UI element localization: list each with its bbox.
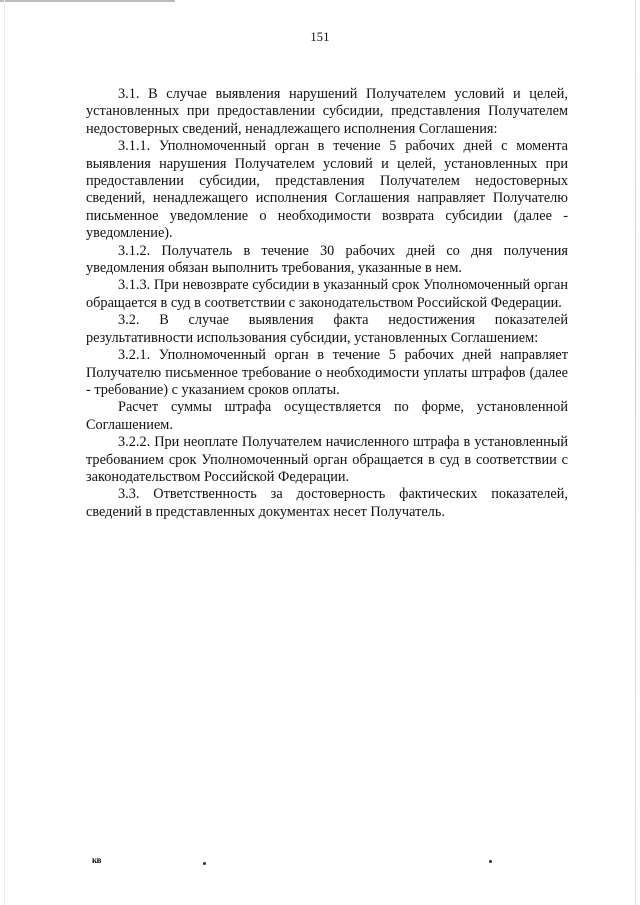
paragraph-fine-calculation: Расчет суммы штрафа осуществляется по форме, установленной Соглашением. [86, 399, 568, 433]
paragraph-3-3: 3.3. Ответственность за достоверность фактических показателей, сведений в представленных документах несет Получатель. [86, 486, 568, 520]
paragraph-3-2: 3.2. В случае выявления факта недостижения показателей результативности использования субсидии, установленных Соглашением: [86, 312, 568, 346]
paragraph-3-1-1: 3.1.1. Уполномоченный орган в течение 5 рабочих дней с момента выявления нарушения Получателем условий и целей, установленных при предоставлении субсидии, представления Получателем недостоверных сведений, ненадлежащего исполнения Соглашения направляет Получателю письменное уведомление о необходимости возврата субсидии (далее - уведомление). [86, 138, 568, 242]
paragraph-3-1-3: 3.1.3. При невозврате субсидии в указанный срок Уполномоченный орган обращается в суд в соответствии с законодательством Российской Федерации. [86, 277, 568, 311]
paragraph-3-1-2: 3.1.2. Получатель в течение 30 рабочих дней со дня получения уведомления обязан выполнить требования, указанные в нем. [86, 242, 568, 277]
document-body [86, 86, 568, 521]
paragraph-3-2-2: 3.2.2. При неоплате Получателем начисленного штрафа в установленный требованием срок Уполномоченный орган обращается в суд в соответствии с законодательством Российской Федерации. [86, 434, 568, 485]
scan-speck [489, 860, 492, 863]
scan-edge-top [0, 0, 175, 2]
paragraph-3-2-1: 3.2.1. Уполномоченный орган в течение 5 рабочих дней направляет Получателю письменное требование о необходимости уплаты штрафов (далее - требование) с указанием сроков оплаты. [86, 347, 568, 398]
page-number: 151 [310, 30, 330, 44]
scan-edge-right [635, 0, 636, 905]
paragraph-3-1: 3.1. В случае выявления нарушений Получателем условий и целей, установленных при предоставлении субсидии, представления Получателем недостоверных сведений, ненадлежащего исполнения Соглашения: [86, 86, 568, 137]
footer-mark: кв [92, 855, 102, 865]
scan-edge-left [4, 0, 5, 905]
scan-speck [203, 862, 206, 865]
